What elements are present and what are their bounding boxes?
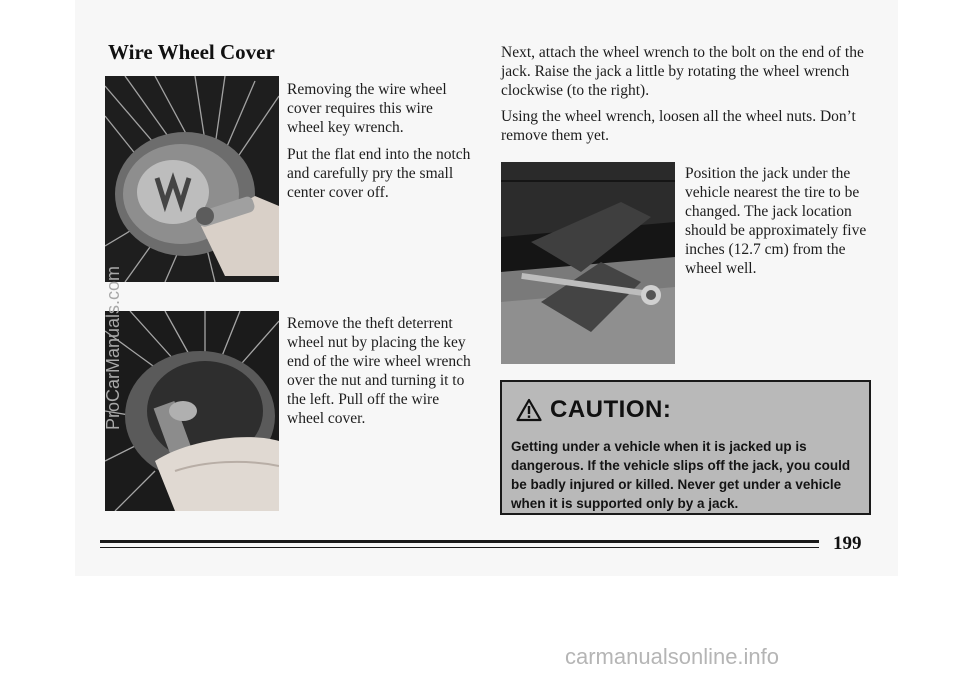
side-watermark: ProCarManuals.com <box>103 265 123 430</box>
paragraph-attach-wrench: Next, attach the wheel wrench to the bolt on the end of the jack. Raise the jack a little by rotating the wheel wrench clockwise (to the right). <box>501 44 864 99</box>
paragraph-wrench-needed: Removing the wire wheel cover requires this wire wheel key wrench. <box>287 81 447 136</box>
paragraph-position-jack: Position the jack under the vehicle nearest the tire to be changed. The jack location should be approximately five inches (12.7 cm) from the wheel well. <box>685 165 867 277</box>
warning-triangle-icon <box>516 398 542 422</box>
footer-rule-thick <box>100 540 819 543</box>
wheel-cover-pry-photo <box>105 76 279 282</box>
paragraph-remove-theft-nut: Remove the theft deterrent wheel nut by placing the key end of the wire wheel wrench over the nut and turning it to the left. Pull off the wire wheel cover. <box>287 315 471 427</box>
caution-title: CAUTION: <box>550 396 672 423</box>
page-number: 199 <box>833 533 862 554</box>
footer-rule-thin <box>100 547 819 548</box>
paragraph-loosen-nuts: Using the wheel wrench, loosen all the wheel nuts. Don’t remove them yet. <box>501 108 856 144</box>
caution-text: Getting under a vehicle when it is jacked up is dangerous. If the vehicle slips off the jack, you could be badly injured or killed. Never get under a vehicle when it is supported only by a jack. <box>511 439 851 511</box>
jack-position-photo <box>501 162 675 364</box>
bottom-watermark: carmanualsonline.info <box>565 644 780 669</box>
caution-box <box>500 380 871 515</box>
paragraph-pry-center-cover: Put the flat end into the notch and carefully pry the small center cover off. <box>287 146 471 201</box>
section-title: Wire Wheel Cover <box>108 40 275 64</box>
theft-deterrent-nut-photo <box>105 311 279 511</box>
